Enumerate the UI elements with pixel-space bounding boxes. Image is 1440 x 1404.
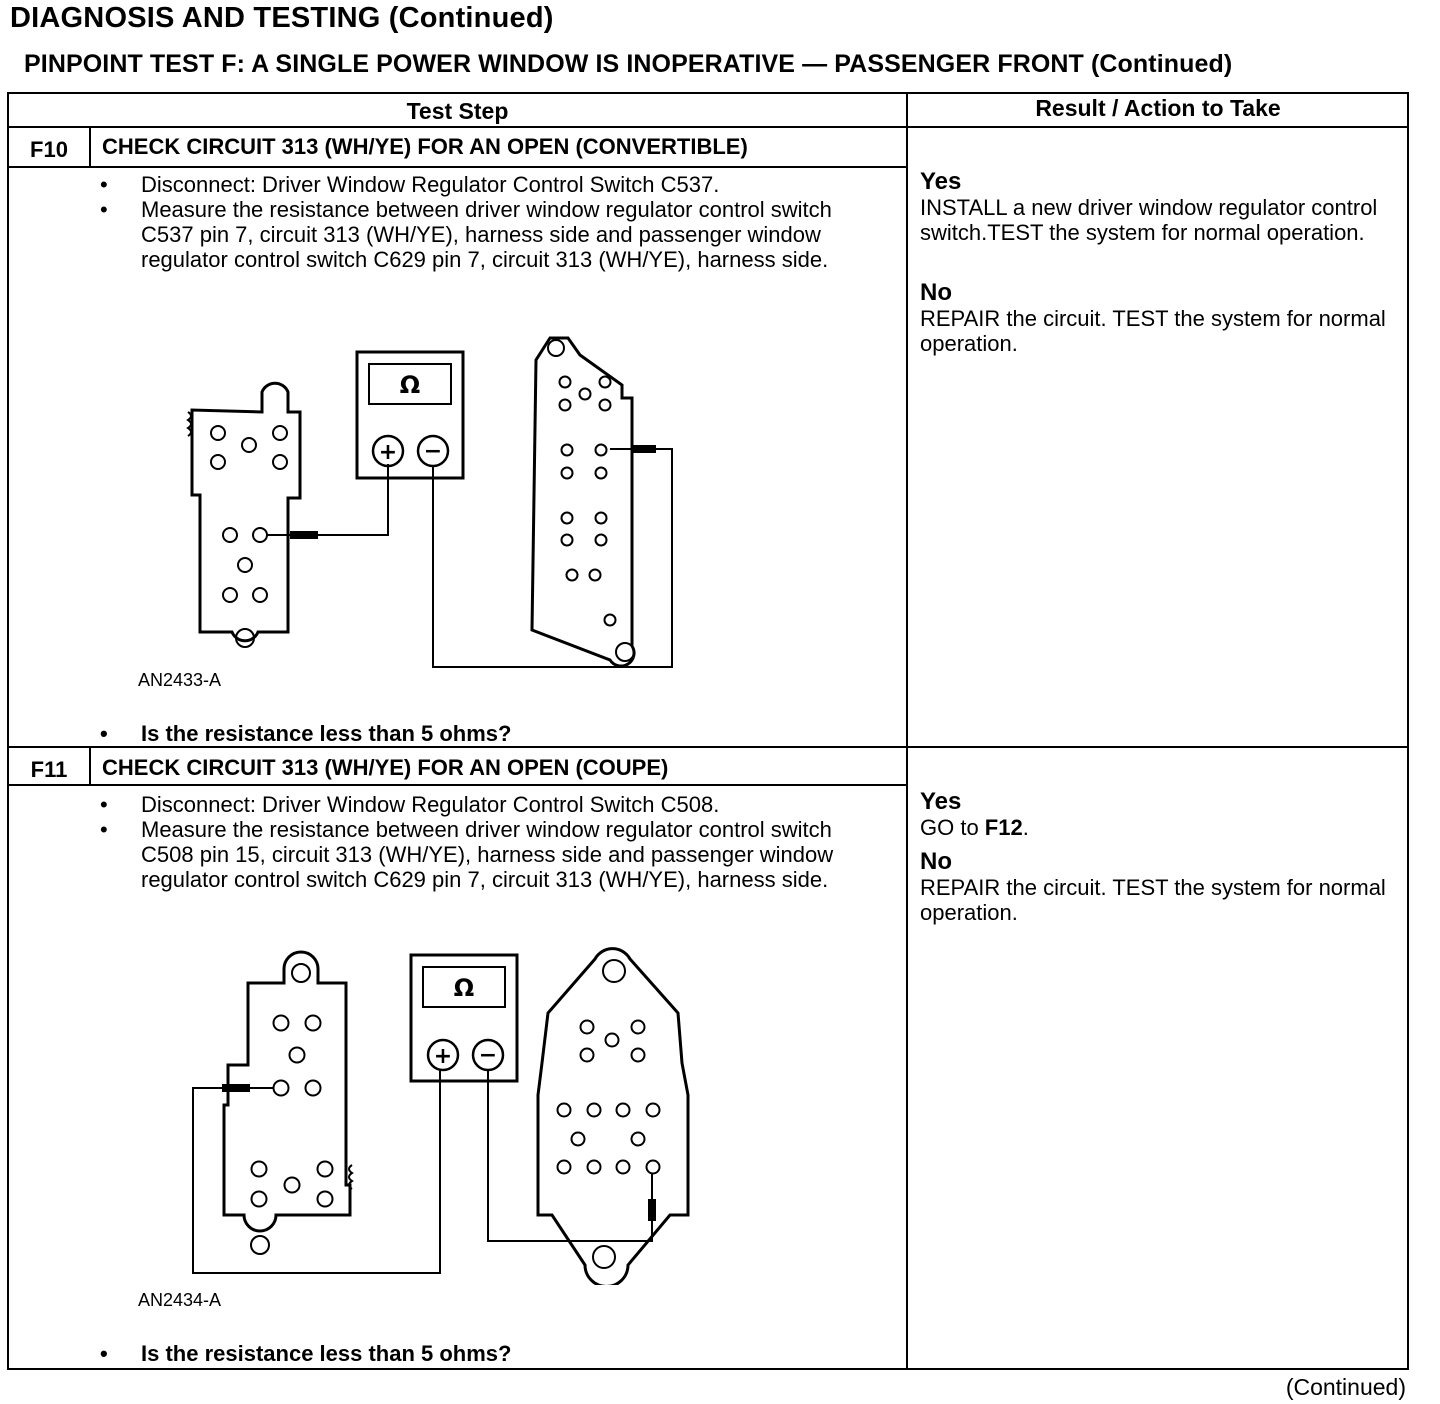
figure-id-f10: AN2433-A	[138, 670, 222, 690]
yes-label: Yes	[920, 168, 962, 195]
col-header-test-step: Test Step	[406, 98, 509, 124]
ohm-symbol: Ω	[399, 371, 421, 399]
pinpoint-test-title: PINPOINT TEST F: A SINGLE POWER WINDOW IS INOPERATIVE — PASSENGER FRONT (Continued)	[24, 50, 1233, 78]
svg-text:+: +	[378, 440, 398, 465]
no-label: No	[920, 848, 952, 875]
ohm-symbol: Ω	[453, 974, 475, 1002]
yes-label: Yes	[920, 788, 962, 815]
yes-action-suffix: .	[1022, 815, 1029, 840]
no-action: REPAIR the circuit. TEST the system for normal operation.	[920, 875, 1386, 925]
yes-action: INSTALL a new driver window regulator control switch.TEST the system for normal operation.	[920, 195, 1378, 245]
instruction-item: • Disconnect: Driver Window Regulator Control Switch C508.	[100, 792, 890, 817]
passenger-switch-connector	[538, 949, 688, 1285]
instructions-f10	[100, 172, 890, 272]
result-f10	[920, 168, 1400, 356]
step-id-f10: F10	[30, 137, 68, 162]
question-f10: • Is the resistance less than 5 ohms?	[100, 721, 511, 747]
passenger-switch-connector	[532, 338, 634, 666]
page-title: DIAGNOSIS AND TESTING (Continued)	[10, 2, 554, 34]
figure-id-f11: AN2434-A	[138, 1290, 222, 1310]
no-action: REPAIR the circuit. TEST the system for normal operation.	[920, 306, 1386, 356]
result-f11	[920, 788, 1400, 925]
step-id-f11: F11	[30, 757, 68, 782]
step-title-divider	[9, 166, 906, 168]
step-title-f10: CHECK CIRCUIT 313 (WH/YE) FOR AN OPEN (CONVERTIBLE)	[102, 134, 748, 159]
svg-text:−: −	[423, 439, 443, 464]
driver-switch-connector	[192, 383, 300, 641]
wiring-diagram-f10	[170, 330, 690, 670]
instruction-item: • Measure the resistance between driver window regulator control switch C537 pin 7, circuit 313 (WH/YE), harness side and passenger window regulator control switch C629 pin 7, circuit 313 (WH/YE), harness side.	[100, 197, 890, 272]
continued-footer: (Continued)	[1285, 1374, 1406, 1400]
instructions-f11	[100, 792, 890, 892]
wiring-diagram-f11	[180, 945, 700, 1285]
instruction-item: • Disconnect: Driver Window Regulator Control Switch C537.	[100, 172, 890, 197]
step-id-divider	[89, 128, 91, 168]
header-divider	[7, 126, 1409, 128]
step-id-divider	[89, 748, 91, 786]
yes-action	[920, 815, 1029, 840]
svg-text:−: −	[478, 1043, 498, 1068]
step-title-divider	[9, 784, 906, 786]
svg-text:+: +	[433, 1044, 453, 1069]
yes-action-target: F12	[984, 815, 1023, 840]
question-f11: • Is the resistance less than 5 ohms?	[100, 1341, 511, 1367]
instruction-item: • Measure the resistance between driver window regulator control switch C508 pin 15, circuit 313 (WH/YE), harness side and passenger window regulator control switch C629 pin 7, circuit 313 (WH/YE), harness side.	[100, 817, 890, 892]
col-header-result: Result / Action to Take	[1035, 95, 1281, 121]
step-title-f11: CHECK CIRCUIT 313 (WH/YE) FOR AN OPEN (COUPE)	[102, 755, 669, 780]
column-divider	[906, 92, 908, 1370]
no-label: No	[920, 279, 952, 306]
step-divider	[7, 746, 1409, 748]
yes-action-prefix: GO to	[920, 815, 985, 840]
